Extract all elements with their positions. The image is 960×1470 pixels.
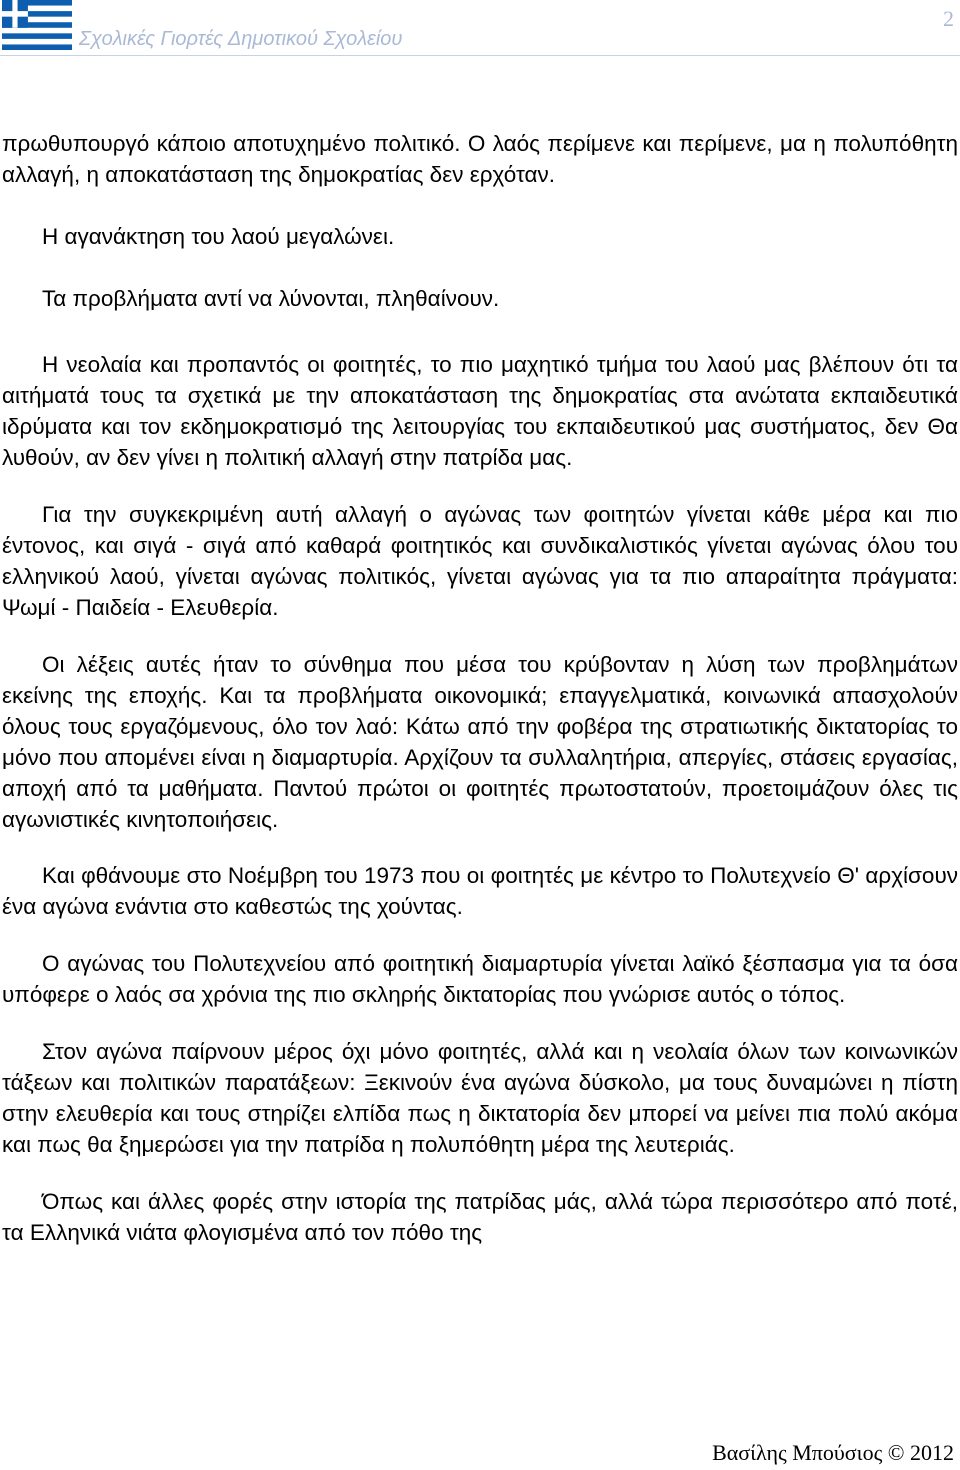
greek-flag-icon [2, 0, 72, 50]
header-divider [0, 55, 960, 56]
paragraph: πρωθυπουργό κάποιο αποτυχημένο πολιτικό. Ο λαός περίμενε και περίμενε, μα η πολυπόθητη αλλαγή, η αποκατάσταση της δημοκρατίας δεν ερχόταν. [2, 131, 958, 187]
paragraph: Τα προβλήματα αντί να λύνονται, πληθαίνουν. [42, 286, 500, 311]
paragraph: Η αγανάκτηση του λαού μεγαλώνει. [42, 224, 395, 249]
paragraph: Και φθάνουμε στο Νοέμβρη του 1973 που οι φοιτητές με κέντρο το Πολυτεχνείο Θ' αρχίσουν ένα αγώνα ενάντια στο καθεστώς της χούντας. [2, 863, 958, 919]
paragraph: Στον αγώνα παίρνουν μέρος όχι μόνο φοιτητές, αλλά και η νεολαία όλων των κοινωνικών τάξεων και πολιτικών παρατάξεων: Ξεκινούν ένα αγώνα δύσκολο, μα τους δυναμώνει η πίστη στην ελευθερία και τους στηρίζει ελπίδα πως η δικτατορία δεν μπορεί να μείνει πια πολύ ακόμα και πως θα ξημερώσει για την πατρίδα η πολυπόθητη μέρα της λευτεριάς. [2, 1039, 958, 1157]
paragraph: Όπως και άλλες φορές στην ιστορία της πατρίδας μάς, αλλά τώρα περισσότερο από ποτέ, τα Ελληνικά νιάτα φλογισμένα από τον πόθο της [2, 1189, 958, 1245]
paragraph: Οι λέξεις αυτές ήταν το σύνθημα που μέσα του κρύβονταν η λύση των προβλημάτων εκείνης της εποχής. Και τα προβλήματα οικονομικά; επαγγελματικά, κοινωνικά απασχολούν όλους τους εργαζόμενους, όλο τον λαό: Κάτω από την φοβέρα της στρατιωτικής δικτατορίας το μόνο που απομένει είναι η διαμαρτυρία. Αρχίζουν τα συλλαλητήρια, απεργίες, στάσεις εργασίας, αποχή από τα μαθήματα. Παντού πρώτοι οι φοιτητές πρωτοστατούν, προετοιμάζουν όλες τις αγωνιστικές κινητοποιήσεις. [2, 652, 958, 832]
page-number: 2 [943, 6, 954, 31]
paragraph: Ο αγώνας του Πολυτεχνείου από φοιτητική διαμαρτυρία γίνεται λαϊκό ξέσπασμα για τα όσα υπόφερε ο λαός σα χρόνια της πιο σκληρής δικτατορίας που γνώρισε αυτός ο τόπος. [2, 951, 958, 1007]
header-title: Σχολικές Γιορτές Δημοτικού Σχολείου [79, 28, 403, 50]
page-header [0, 0, 960, 60]
paragraph: Η νεολαία και προπαντός οι φοιτητές, το πιο μαχητικό τμήμα του λαού μας βλέπουν ότι τα αιτήματά τους τα σχετικά με την αποκατάσταση της δημοκρατίας στα ανώτατα εκπαιδευτικά ιδρύματα και τον εκδημοκρατισμό της λειτουργίας του εκπαιδευτικού μας συστήματος, δεν Θα λυθούν, αν δεν γίνει η πολιτική αλλαγή στην πατρίδα μας. [2, 352, 958, 470]
paragraph: Για την συγκεκριμένη αυτή αλλαγή ο αγώνας των φοιτητών γίνεται κάθε μέρα και πιο έντονος, και σιγά - σιγά από καθαρά φοιτητικός και συνδικαλιστικός γίνεται αγώνας όλου του ελληνικού λαού, γίνεται αγώνας πολιτικός, γίνεται αγώνας για τα πιο απαραίτητα πράγματα: Ψωμί - Παιδεία - Ελευθερία. [2, 502, 958, 620]
footer-copyright: Βασίλης Μπούσιος © 2012 [712, 1440, 954, 1465]
document-body [2, 128, 958, 1248]
